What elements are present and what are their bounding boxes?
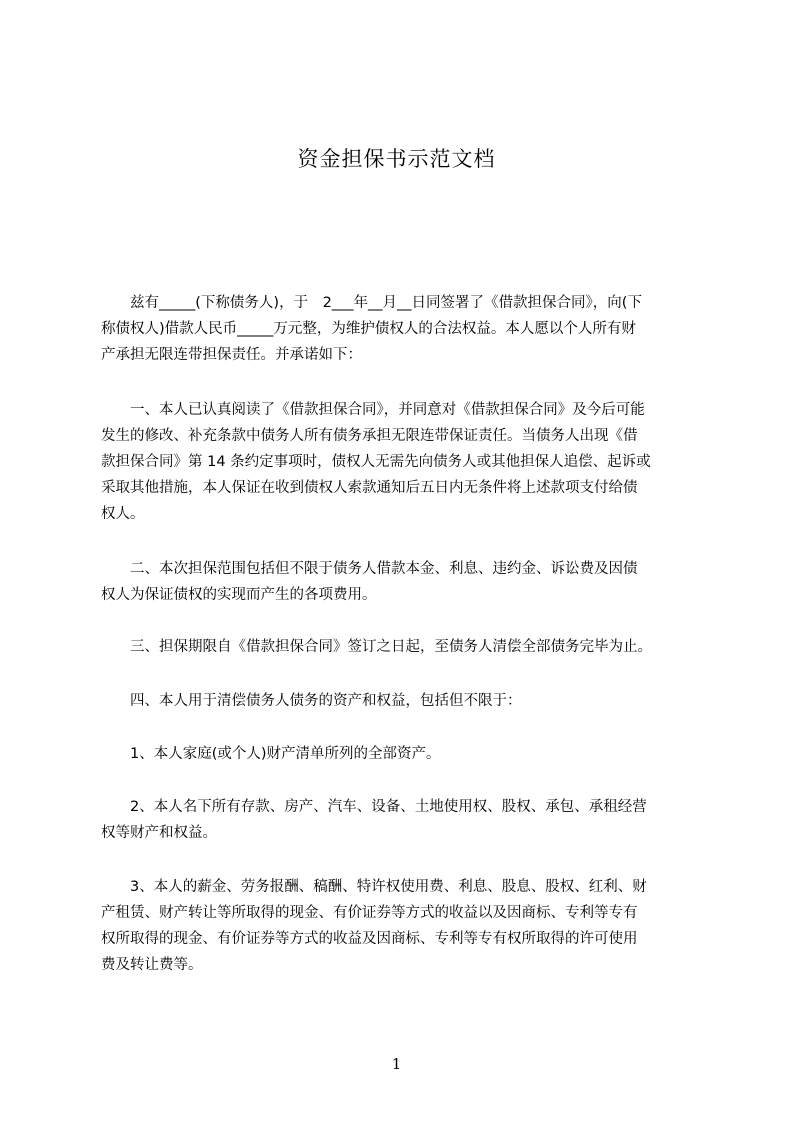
text-line: 费及转让费等。 <box>101 957 203 973</box>
text-line: 三、担保期限自《借款担保合同》签订之日起，至债务人清偿全部债务完毕为止。 <box>101 639 652 655</box>
text-line: 1、本人家庭(或个人)财产清单所列的全部资产。 <box>101 746 441 762</box>
paragraph-item-3 <box>101 874 707 978</box>
text-line: 兹有_____(下称债务人)，于 2___年__月__日同签署了《借款担保合同》，向(下 <box>101 295 642 311</box>
text-line: 权所取得的现金、有价证券等方式的收益及因商标、专利等专有权所取得的许可使用 <box>101 931 638 947</box>
text-line: 采取其他措施，本人保证在收到债权人索款通知后五日内无条件将上述款项支付给债 <box>101 480 638 496</box>
paragraph-item-2 <box>101 794 707 846</box>
page-number: 1 <box>391 1055 402 1073</box>
document-title: 资金担保书示范文档 <box>297 147 496 171</box>
paragraph-item-1 <box>101 741 707 767</box>
paragraph-clause-2 <box>101 556 707 608</box>
paragraph-clause-4 <box>101 688 707 714</box>
text-line: 产承担无限连带担保责任。并承诺如下： <box>101 347 362 363</box>
text-line: 发生的修改、补充条款中债务人所有债务承担无限连带保证责任。当债务人出现《借 <box>101 428 638 444</box>
text-line: 产租赁、财产转让等所取得的现金、有价证券等方式的收益以及因商标、专利等专有 <box>101 905 638 921</box>
text-line: 称债权人)借款人民币_____万元整，为维护债权人的合法权益。本人愿以个人所有财 <box>101 321 636 337</box>
text-line: 四、本人用于清偿债务人债务的资产和权益，包括但不限于： <box>101 693 522 709</box>
text-line: 权等财产和权益。 <box>101 825 217 841</box>
text-line: 款担保合同》第 14 条约定事项时，债权人无需先向债务人或其他担保人追偿、起诉或 <box>101 454 651 470</box>
paragraph-clause-1 <box>101 397 707 527</box>
paragraph-intro <box>101 290 707 368</box>
text-line: 3、本人的薪金、劳务报酬、稿酬、特许权使用费、利息、股息、股权、红利、财 <box>101 879 647 895</box>
text-line: 权人为保证债权的实现而产生的各项费用。 <box>101 587 377 603</box>
text-line: 权人。 <box>101 506 145 522</box>
text-line: 一、本人已认真阅读了《借款担保合同》，并同意对《借款担保合同》及今后可能 <box>101 402 645 418</box>
text-line: 二、本次担保范围包括但不限于债务人借款本金、利息、违约金、诉讼费及因债 <box>101 561 638 577</box>
paragraph-clause-3 <box>101 634 707 660</box>
text-line: 2、本人名下所有存款、房产、汽车、设备、土地使用权、股权、承包、承租经营 <box>101 799 647 815</box>
